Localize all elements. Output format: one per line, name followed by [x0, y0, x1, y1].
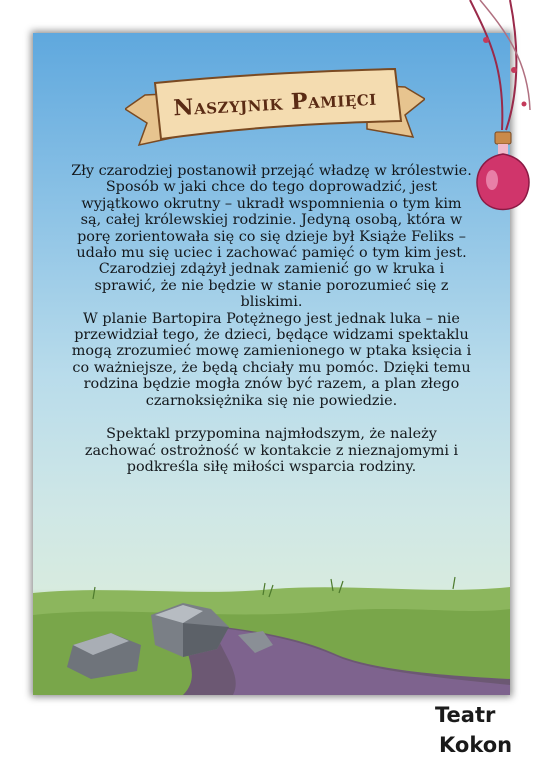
teatr-kokon-logo — [425, 696, 515, 762]
potion-necklace-icon — [450, 0, 543, 235]
svg-text:Teatr: Teatr — [435, 703, 496, 727]
svg-text:Kokon: Kokon — [439, 733, 513, 757]
story-paragraph: W planie Bartopira Potężnego jest jednak luka – nie przewidział tego, że dzieci, będące widzami spektaklu mogą zrozumieć mowę zamienionego w ptaka księcia i co ważniejsze, że będą chciały mu pomóc. Dzięki temu rodzina będzie mogła znów być razem, a plan złego czarnoksiężnika się nie powiedzie. — [71, 310, 472, 409]
story-paragraph: Spektakl przypomina najmłodszym, że należy zachować ostrożność w kontakcie z nieznajomymi i podkreśla siłę miłości wsparcia rodziny. — [84, 426, 459, 475]
story-text — [69, 163, 474, 475]
landscape-illustration — [33, 575, 510, 695]
poster-card — [33, 33, 510, 695]
story-paragraph: Zły czarodziej postanowił przejąć władzę w królestwie. — [71, 163, 472, 179]
poster-title: Naszyjnik Pamięci — [172, 84, 378, 122]
story-paragraph: Sposób w jaki chce do tego doprowadzić, jest wyjątkowo okrutny – ukradł wspomnienia o tym kim są, całej królewskiej rodzinie. Jedyną osobą, która w porę zorientowała się co się dzieje był Książe Feliks – udało mu się uciec i zachować pamięć o tym kim jest. Czarodziej zdążył jednak zamienić go w kruka i sprawić, że nie będzie w stanie porozumieć się z bliskimi. — [76, 179, 467, 311]
